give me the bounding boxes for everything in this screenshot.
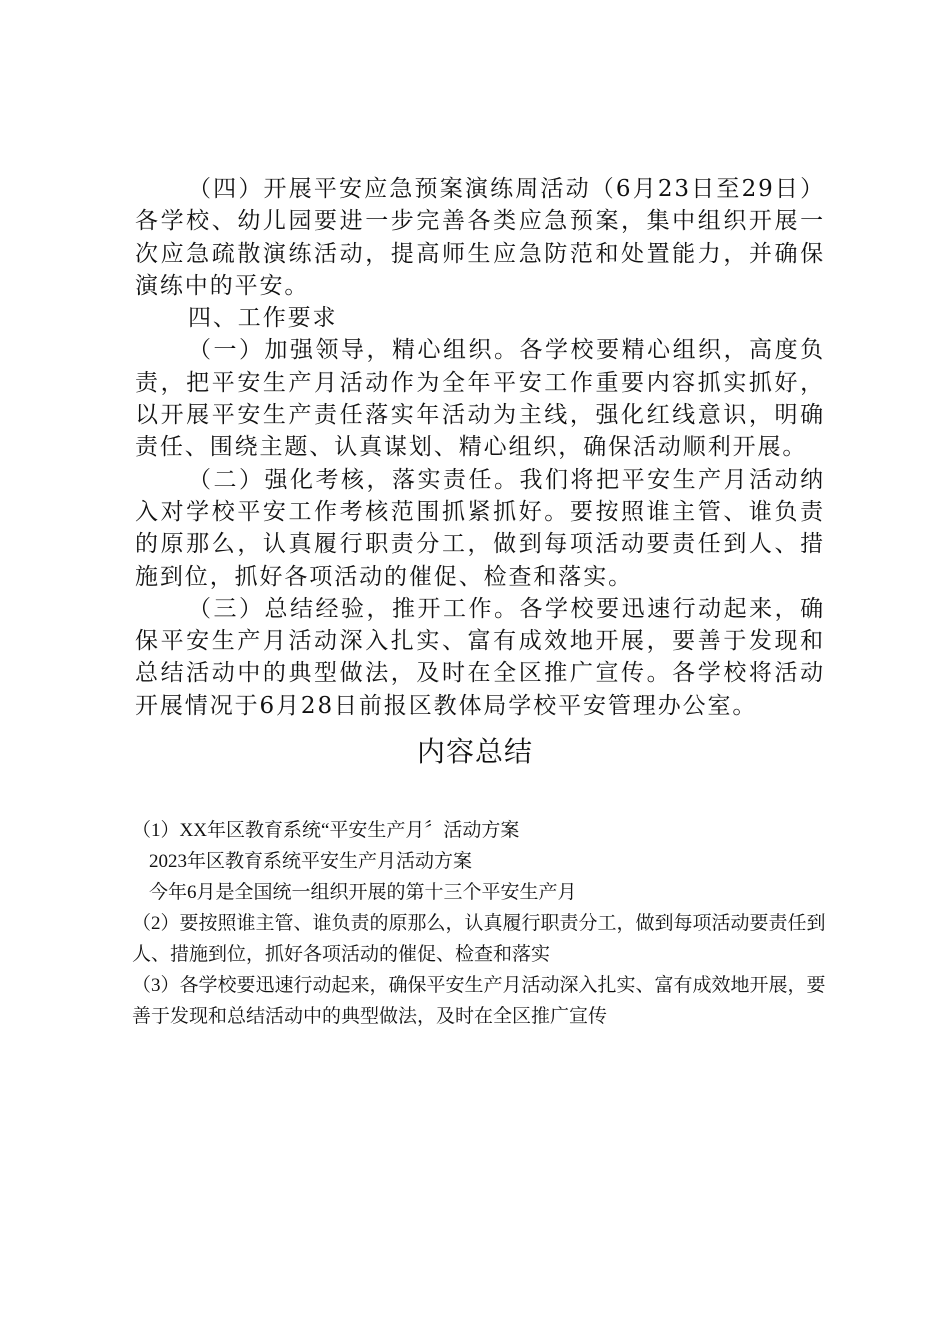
paragraph-summarize-experience: （三）总结经验，推开工作。各学校要迅速行动起来，确保平安生产月活动深入扎实、富有成效地开展，要善于发现和总结活动中的典型做法，及时在全区推广宣传。各学校将活动开展情况于6月28日前报区教体局学校平安管理办公室。 <box>135 595 825 719</box>
summary-line-1: （1）XX年区教育系统“平安生产月〞活动方案 <box>132 820 520 841</box>
summary-line-4: （2）要按照谁主管、谁负责的原那么，认真履行职责分工，做到每项活动要责任到人、措施到位，抓好各项活动的催促、检查和落实 <box>132 913 826 965</box>
document-body <box>135 173 825 722</box>
summary-title: 内容总结 <box>416 735 533 768</box>
paragraph-strengthen-assessment: （二）强化考核，落实责任。我们将把平安生产月活动纳入对学校平安工作考核范围抓紧抓好。要按照谁主管、谁负责的原那么，认真履行职责分工，做到每项活动要责任到人、措施到位，抓好各项活动的催促、检查和落实。 <box>135 466 825 590</box>
summary-line-3: 今年6月是全国统一组织开展的第十三个平安生产月 <box>149 882 577 903</box>
summary-line-5: （3）各学校要迅速行动起来，确保平安生产月活动深入扎实、富有成效地开展，要善于发现和总结活动中的典型做法，及时在全区推广宣传 <box>132 975 826 1027</box>
summary-line-2: 2023年区教育系统平安生产月活动方案 <box>149 851 473 872</box>
summary-list <box>132 815 832 1032</box>
paragraph-emergency-drill-week: （四）开展平安应急预案演练周活动（6月23日至29日）各学校、幼儿园要进一步完善各类应急预案，集中组织开展一次应急疏散演练活动，提高师生应急防范和处置能力，并确保演练中的平安。 <box>135 176 825 299</box>
section-heading-work-requirements: 四、工作要求 <box>188 305 338 332</box>
paragraph-strengthen-leadership: （一）加强领导，精心组织。各学校要精心组织，高度负责，把平安生产月活动作为全年平安工作重要内容抓实抓好，以开展平安生产责任落实年活动为主线，强化红线意识，明确责任、围绕主题、认真谋划、精心组织，确保活动顺利开展。 <box>135 337 825 461</box>
